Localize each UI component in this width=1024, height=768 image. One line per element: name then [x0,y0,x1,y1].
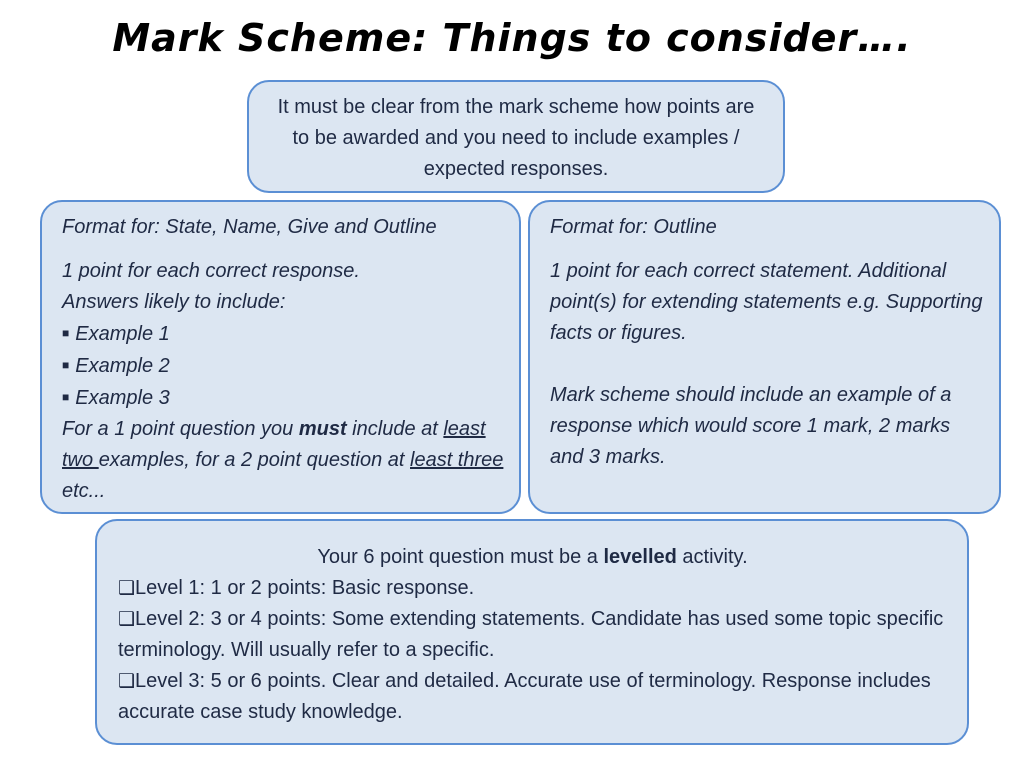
bullet-item: ■ Example 1 [62,323,170,345]
intro-text: It must be clear from the mark scheme how points are to be awarded and you need to include examples / expected responses. [277,96,755,180]
format-state-name-give-box [40,200,521,514]
left-line-2: Answers likely to include: [62,291,286,313]
left-note: For a 1 point question you must include at least two examples, for a 2 point question at least three etc... [62,418,504,502]
square-bullet-icon: ■ [62,358,70,372]
right-para-1: 1 point for each correct statement. Additional point(s) for extending statements e.g. Supporting facts or figures. [550,260,983,344]
right-heading: Format for: Outline [550,216,717,238]
level-3-item: ❑Level 3: 5 or 6 points. Clear and detailed. Accurate use of terminology. Response includes accurate case study knowledge. [118,670,931,723]
levelled-activity-box [95,519,969,745]
bullet-item: ■ Example 3 [62,387,170,409]
right-para-2: Mark scheme should include an example of a response which would score 1 mark, 2 marks and 3 marks. [550,384,952,468]
square-bullet-icon: ■ [62,326,70,340]
levelled-intro: Your 6 point question must be a levelled activity. [317,546,748,568]
checkbox-icon: ❑ [118,609,136,630]
checkbox-icon: ❑ [118,578,136,599]
left-heading: Format for: State, Name, Give and Outline [62,216,437,238]
level-1-item: ❑Level 1: 1 or 2 points: Basic response. [118,577,475,599]
intro-box [247,80,785,193]
level-2-item: ❑Level 2: 3 or 4 points: Some extending statements. Candidate has used some topic specific terminology. Will usually refer to a specific. [118,608,944,661]
checkbox-icon: ❑ [118,671,136,692]
page-title: Mark Scheme: Things to consider…. [112,16,912,60]
bullet-item: ■ Example 2 [62,355,170,377]
square-bullet-icon: ■ [62,390,70,404]
left-line-1: 1 point for each correct response. [62,260,360,282]
format-outline-box [528,200,1001,514]
